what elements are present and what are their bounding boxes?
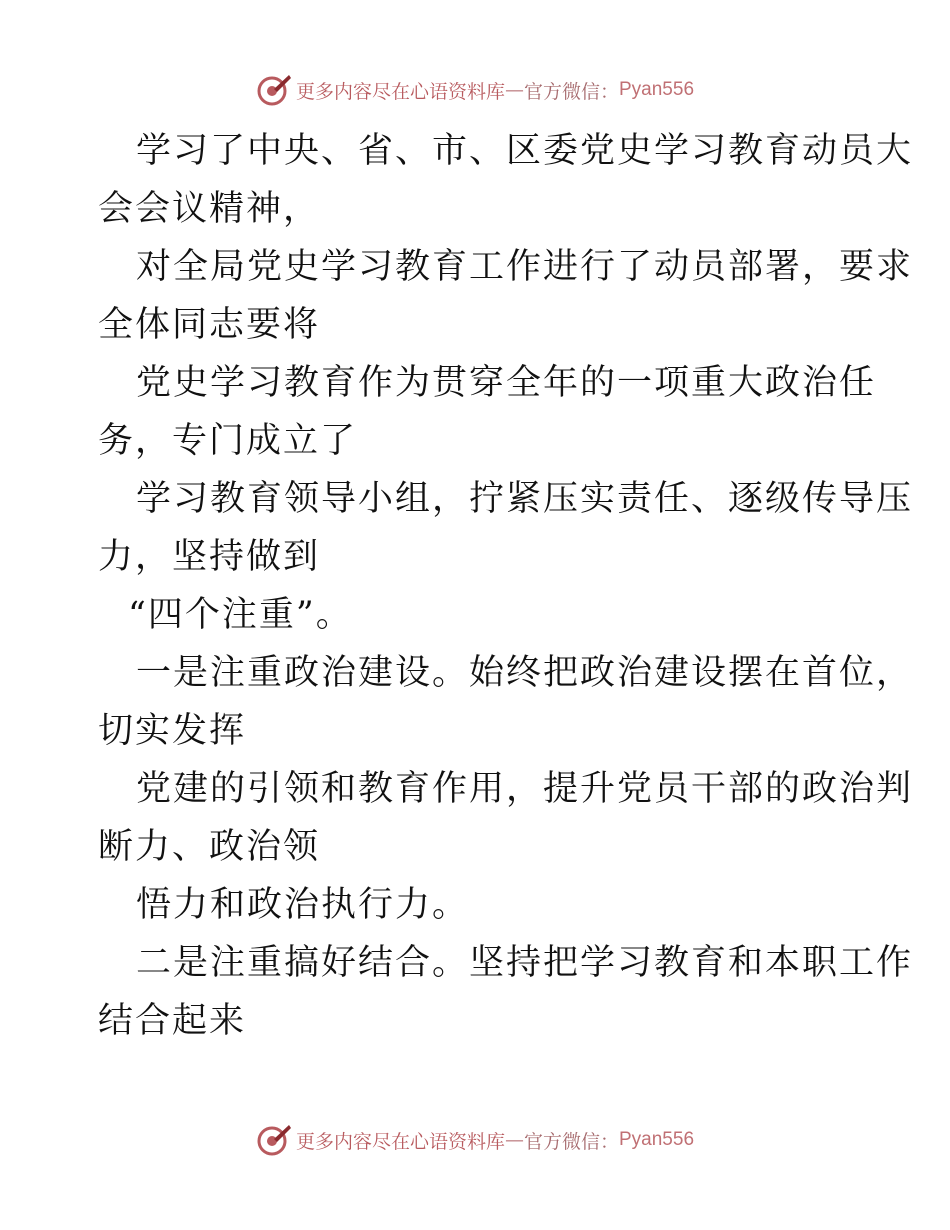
text-line: 一是注重政治建设。始终把政治建设摆在首位， xyxy=(136,653,914,693)
footer-wechat-label: 官方微信： xyxy=(523,1130,619,1153)
text-line: 二是注重搞好结合。坚持把学习教育和本职工作 xyxy=(136,943,914,983)
text-line: “四个注重”。 xyxy=(128,595,353,635)
text-line: 结合起来 xyxy=(98,1001,247,1041)
text-line: 全体同志要将 xyxy=(98,305,321,345)
footer-wechat-id: Pyan556 xyxy=(619,1129,695,1150)
footer-dash: — xyxy=(504,1129,524,1151)
text-line: 悟力和政治执行力。 xyxy=(136,885,470,925)
header-dash: — xyxy=(504,79,524,101)
text-line: 学习了中央、省、市、区委党史学习教育动员大 xyxy=(136,131,914,171)
pen-circle-logo-icon xyxy=(256,1122,292,1158)
text-line: 断力、政治领 xyxy=(98,827,321,867)
header-wechat-label: 官方微信： xyxy=(523,80,619,103)
text-line: 对全局党史学习教育工作进行了动员部署，要求 xyxy=(136,247,914,287)
footer-banner xyxy=(0,1120,950,1160)
header-banner xyxy=(0,70,950,110)
text-line: 务，专门成立了 xyxy=(98,421,358,461)
document-body xyxy=(98,122,914,1050)
text-line: 会会议精神， xyxy=(98,189,321,229)
pen-circle-logo-icon xyxy=(256,72,292,108)
text-line: 切实发挥 xyxy=(98,711,247,751)
text-line: 党史学习教育作为贯穿全年的一项重大政治任 xyxy=(136,363,877,403)
footer-site-text: 更多内容尽在心语资料库 xyxy=(295,1130,505,1153)
header-site-text: 更多内容尽在心语资料库 xyxy=(295,80,505,103)
text-line: 党建的引领和教育作用，提升党员干部的政治判 xyxy=(136,769,914,809)
text-line: 力，坚持做到 xyxy=(98,537,321,577)
text-line: 学习教育领导小组，拧紧压实责任、逐级传导压 xyxy=(136,479,914,519)
header-wechat-id: Pyan556 xyxy=(619,79,695,100)
